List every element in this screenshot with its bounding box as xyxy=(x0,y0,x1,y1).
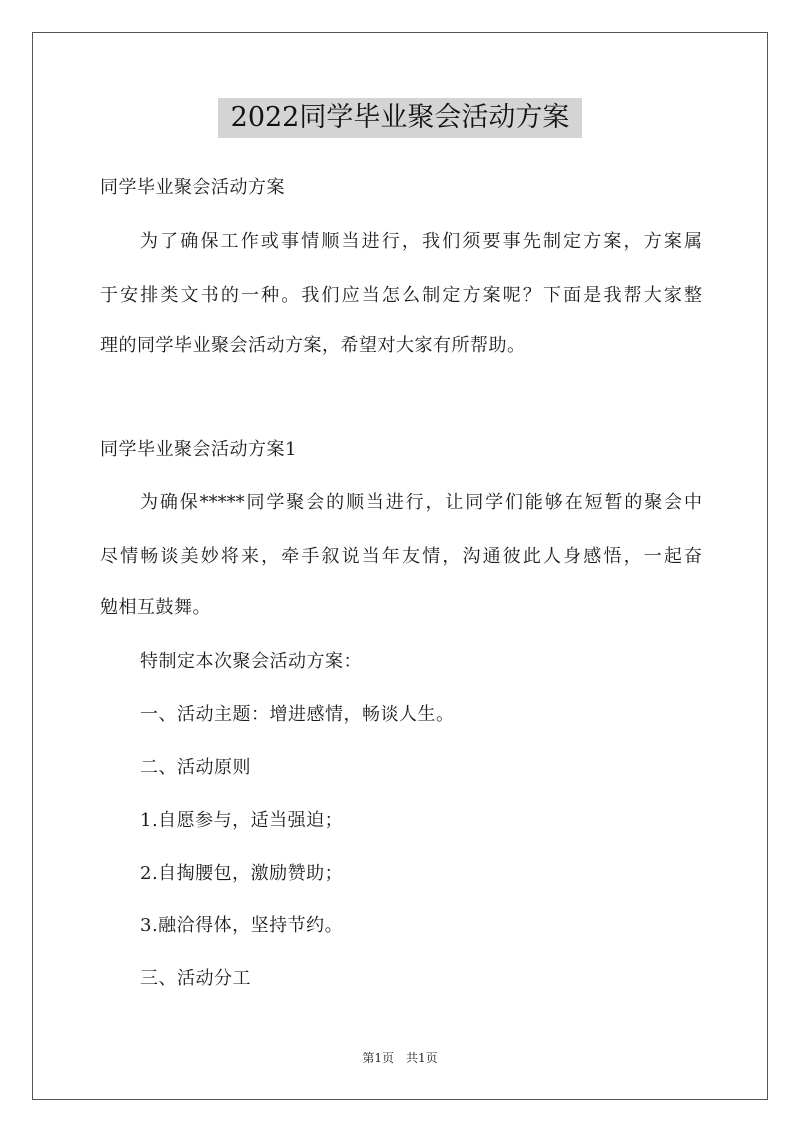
item-theme: 一、活动主题：增进感情，畅谈人生。 xyxy=(140,704,455,725)
principle-2: 2.自掏腰包，激励赞助； xyxy=(140,863,344,884)
principle-1: 1.自愿参与，适当强迫； xyxy=(140,810,344,831)
principle-3: 3.融洽得体，坚持节约。 xyxy=(140,915,344,936)
section1-line-2: 尽情畅谈美妙将来，牵手叙说当年友情，沟通彼此人身感悟，一起奋 xyxy=(100,546,702,567)
section1-line-1: 为确保*****同学聚会的顺当进行，让同学们能够在短暂的聚会中 xyxy=(140,492,702,513)
page-footer: 第1页 共1页 xyxy=(362,1051,438,1065)
section1-line-3: 勉相互鼓舞。 xyxy=(100,597,211,618)
section1-heading: 同学毕业聚会活动方案1 xyxy=(100,439,297,460)
intro-line-2: 于安排类文书的一种。我们应当怎么制定方案呢？下面是我帮大家整 xyxy=(100,285,702,306)
document-title: 2022同学毕业聚会活动方案 xyxy=(218,98,582,138)
item-principles: 二、活动原则 xyxy=(140,757,251,778)
item-division: 三、活动分工 xyxy=(140,968,251,989)
plan-intro: 特制定本次聚会活动方案： xyxy=(140,651,362,672)
document-subtitle: 同学毕业聚会活动方案 xyxy=(100,177,285,198)
intro-line-3: 理的同学毕业聚会活动方案，希望对大家有所帮助。 xyxy=(100,335,526,356)
intro-line-1: 为了确保工作或事情顺当进行，我们须要事先制定方案，方案属 xyxy=(140,231,702,252)
